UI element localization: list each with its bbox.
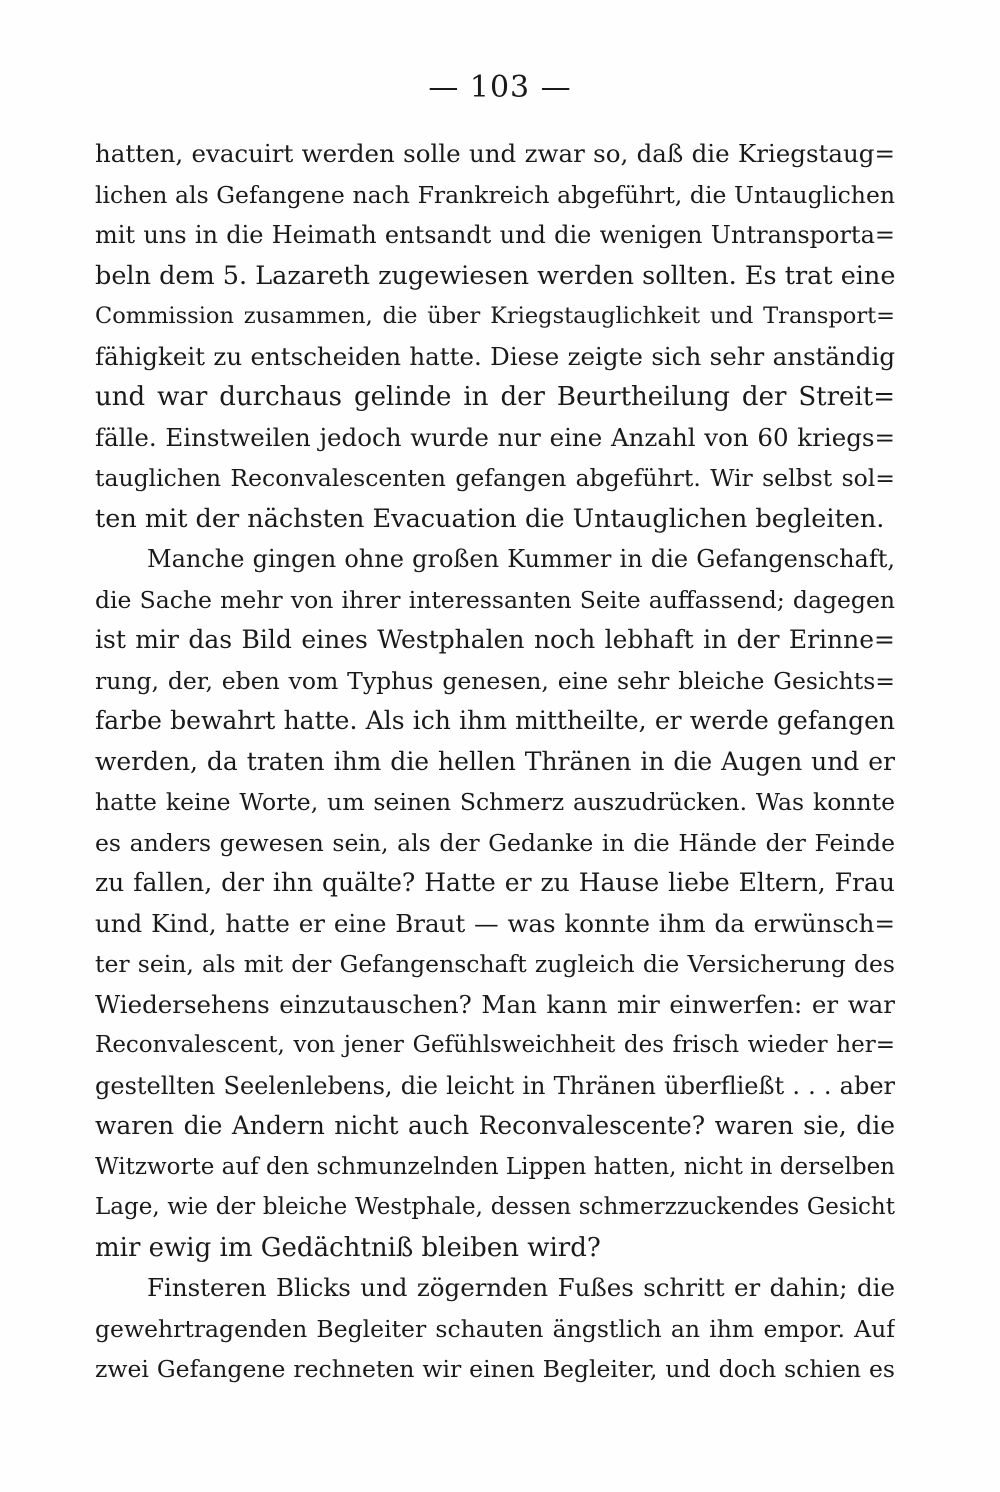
text-line: und war durchaus gelinde in der Beurtheilung der Streit= — [95, 382, 895, 412]
text-line: tauglichen Reconvalescenten gefangen abgeführt. Wir selbst sol= — [95, 464, 895, 492]
text-line: mir ewig im Gedächtniß bleiben wird? — [95, 1232, 601, 1263]
text-line: gestellten Seelenlebens, die leicht in Thränen überfließt . . . aber — [95, 1071, 895, 1100]
text-line: Commission zusammen, die über Kriegstauglichkeit und Transport= — [95, 303, 895, 329]
text-line: die Sache mehr von ihrer interessanten Seite auffassend; dagegen — [95, 585, 895, 614]
text-line: Manche gingen ohne großen Kummer in die Gefangenschaft, — [147, 545, 895, 573]
text-line: es anders gewesen sein, als der Gedanke in die Hände der Feinde — [95, 828, 895, 857]
paragraph-3 — [95, 1268, 895, 1390]
text-line: zu fallen, der ihn quälte? Hatte er zu Hause liebe Eltern, Frau — [95, 868, 895, 897]
text-line: ter sein, als mit der Gefangenschaft zugleich die Versicherung des — [95, 950, 895, 978]
text-line: fälle. Einstweilen jedoch wurde nur eine Anzahl von 60 kriegs= — [95, 422, 895, 452]
paragraph-1 — [95, 134, 895, 539]
text-line: lichen als Gefangene nach Frankreich abgeführt, die Untauglichen — [95, 180, 895, 209]
body-text — [95, 134, 895, 1390]
text-line: Witzworte auf den schmunzelnden Lippen hatten, nicht in derselben — [95, 1153, 895, 1180]
text-line: hatte keine Worte, um seinen Schmerz auszudrücken. Was konnte — [95, 788, 895, 816]
paragraph-2 — [95, 539, 895, 1268]
text-line: beln dem 5. Lazareth zugewiesen werden sollten. Es trat eine — [95, 260, 895, 291]
text-line: werden, da traten ihm die hellen Thränen in die Augen und er — [95, 746, 895, 776]
text-line: rung, der, eben vom Typhus genesen, eine sehr bleiche Gesichts= — [95, 666, 895, 695]
text-line: zwei Gefangene rechneten wir einen Begleiter, und doch schien es — [95, 1355, 895, 1383]
page-number: — 103 — — [428, 70, 572, 105]
text-line: fähigkeit zu entscheiden hatte. Diese zeigte sich sehr anständig — [95, 341, 895, 371]
text-line: ist mir das Bild eines Westphalen noch lebhaft in der Erinne= — [95, 625, 895, 654]
text-line: waren die Andern nicht auch Reconvalescente? waren sie, die — [95, 1111, 895, 1140]
text-line: mit uns in die Heimath entsandt und die wenigen Untransporta= — [95, 221, 895, 249]
text-line: ten mit der nächsten Evacuation die Untauglichen begleiten. — [95, 503, 885, 534]
text-line: Reconvalescent, von jener Gefühlsweichheit des frisch wieder her= — [95, 1032, 895, 1058]
text-line: Finsteren Blicks und zögernden Fußes schritt er dahin; die — [147, 1273, 895, 1302]
text-line: Lage, wie der bleiche Westphale, dessen schmerzzuckendes Gesicht — [95, 1194, 895, 1220]
text-line: farbe bewahrt hatte. Als ich ihm mittheilte, er werde gefangen — [95, 706, 895, 735]
text-line: gewehrtragenden Begleiter schauten ängstlich an ihm empor. Auf — [95, 1314, 895, 1343]
text-line: Wiedersehens einzutauschen? Man kann mir einwerfen: er war — [95, 989, 895, 1019]
text-line: und Kind, hatte er eine Braut — was konnte ihm da erwünsch= — [95, 908, 895, 938]
text-line: hatten, evacuirt werden solle und zwar so, daß die Kriegstaug= — [95, 139, 895, 168]
